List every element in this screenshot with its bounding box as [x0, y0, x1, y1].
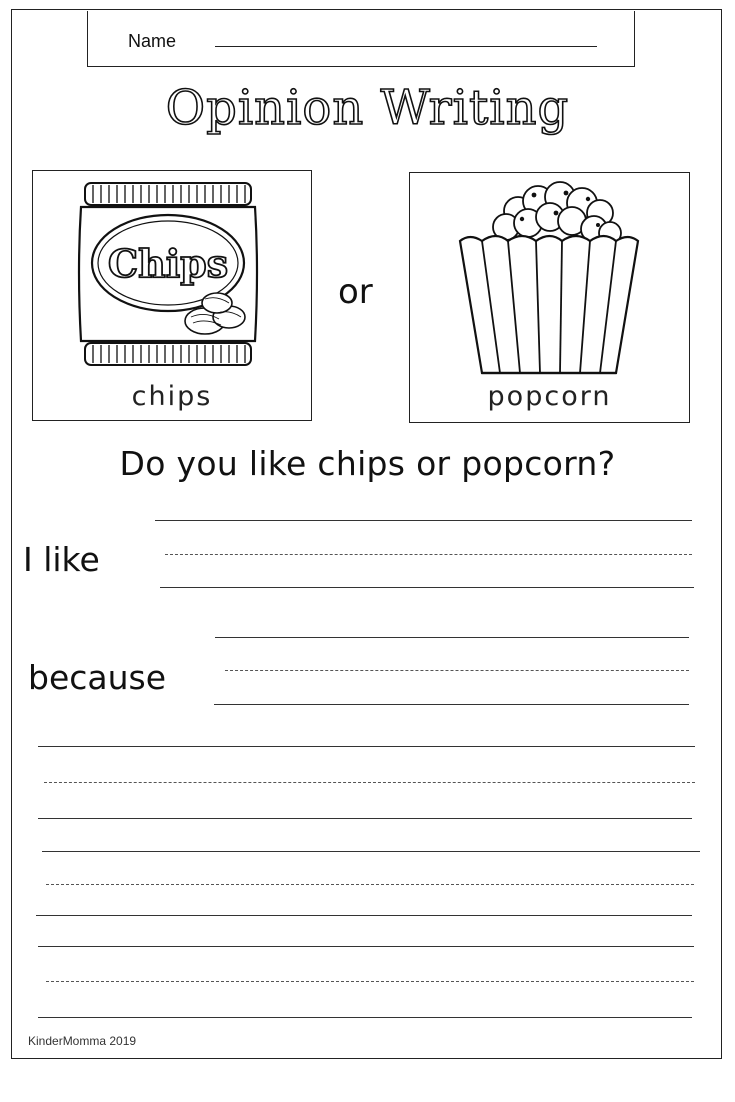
i-like-base-line[interactable] — [160, 587, 694, 588]
writing-base-line[interactable] — [38, 1017, 692, 1018]
writing-top-line[interactable] — [38, 946, 694, 947]
name-label: Name — [128, 31, 177, 51]
worksheet-frame — [11, 9, 722, 1059]
because-base-line[interactable] — [214, 704, 689, 705]
name-write-line[interactable] — [215, 46, 597, 47]
writing-mid-line[interactable] — [44, 782, 695, 783]
chips-picture-box — [32, 170, 312, 421]
because-top-line[interactable] — [215, 637, 689, 638]
writing-top-line[interactable] — [42, 851, 700, 852]
or-connector: or — [338, 272, 373, 312]
chips-bag-text: Chips — [107, 241, 229, 286]
popcorn-icon — [410, 173, 691, 383]
writing-mid-line[interactable] — [46, 981, 694, 982]
i-like-mid-line[interactable] — [165, 554, 692, 555]
popcorn-picture-box — [409, 172, 690, 423]
question-text: Do you like chips or popcorn? — [119, 444, 616, 483]
popcorn-label: popcorn — [487, 381, 612, 412]
footer-credit: KinderMomma 2019 — [28, 1034, 137, 1048]
name-box — [87, 11, 635, 67]
i-like-label: I like — [23, 540, 100, 579]
because-mid-line[interactable] — [225, 670, 689, 671]
writing-mid-line[interactable] — [46, 884, 694, 885]
writing-base-line[interactable] — [38, 818, 692, 819]
i-like-top-line[interactable] — [155, 520, 692, 521]
chips-label: chips — [131, 381, 213, 412]
writing-top-line[interactable] — [38, 746, 695, 747]
because-label: because — [28, 658, 167, 697]
page-title: Opinion Writing — [165, 80, 570, 136]
writing-base-line[interactable] — [36, 915, 692, 916]
chips-bag-icon — [33, 171, 313, 381]
